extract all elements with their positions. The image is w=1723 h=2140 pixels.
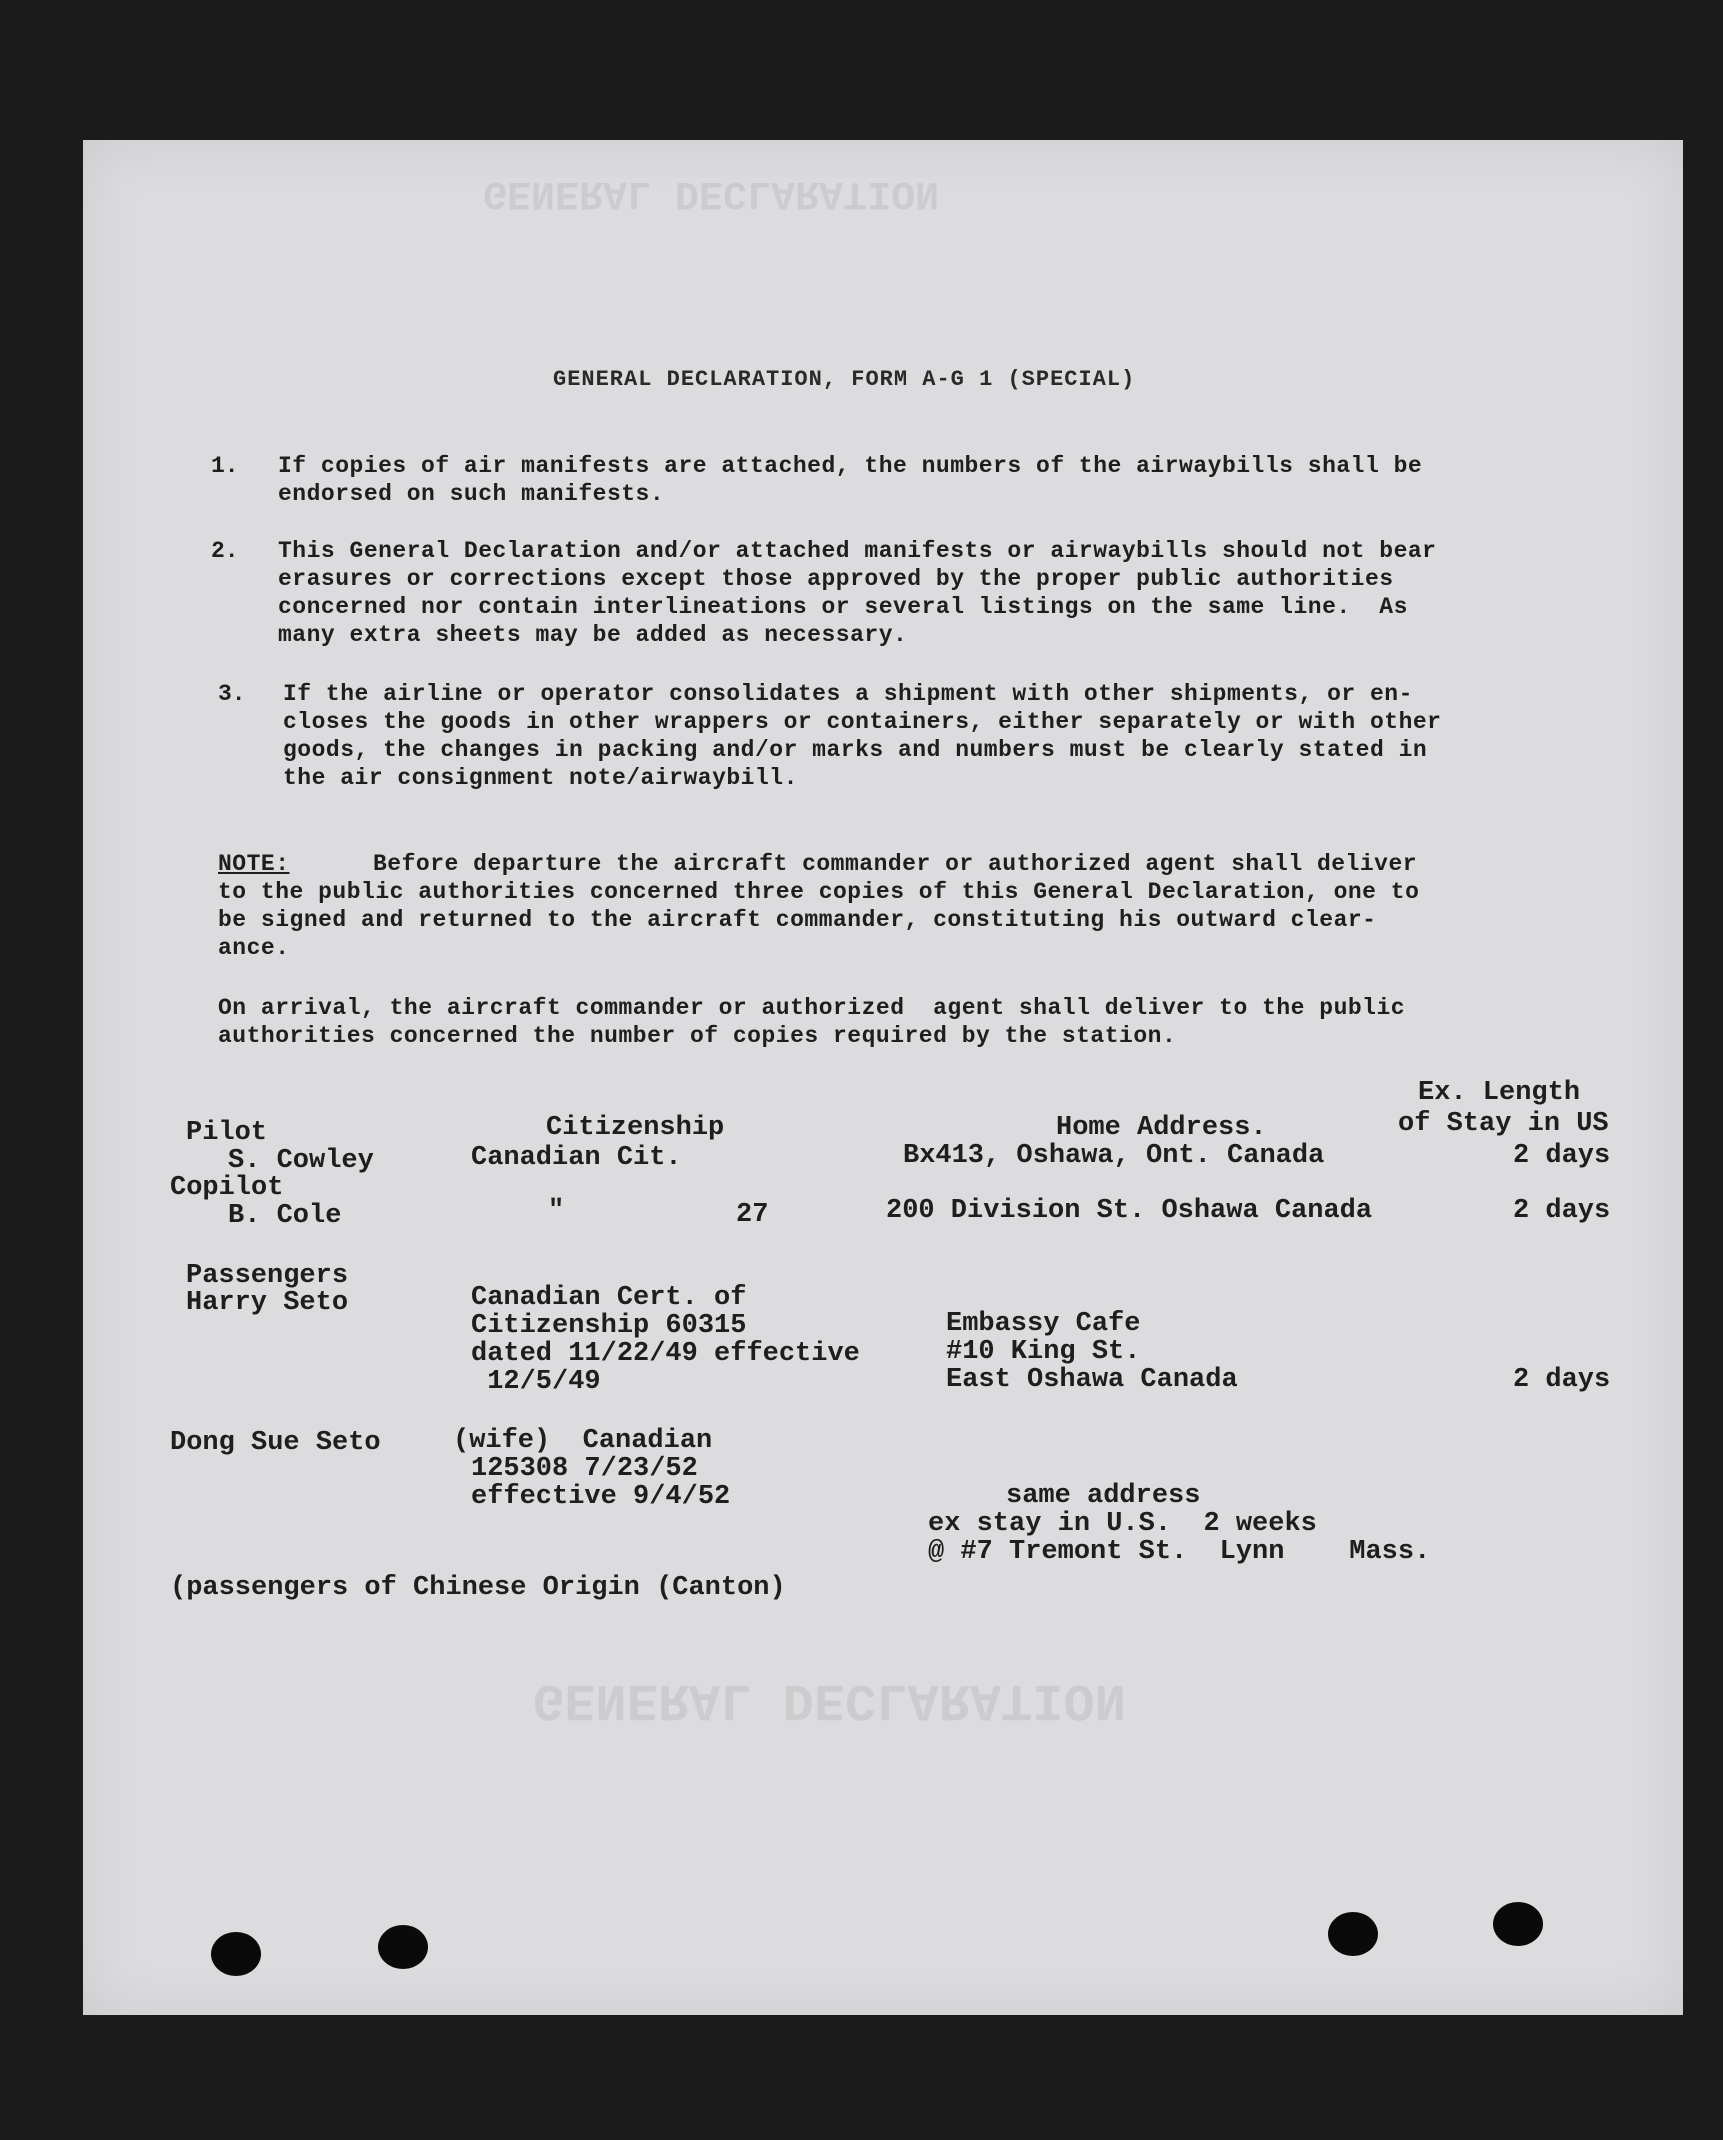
copilot-name: B. Cole bbox=[228, 1201, 342, 1231]
document-page bbox=[83, 140, 1683, 2015]
passengers-label: Passengers bbox=[186, 1261, 349, 1291]
header-pilot: Pilot bbox=[186, 1118, 268, 1148]
passenger2-citizenship: effective 9/4/52 bbox=[471, 1482, 731, 1512]
bleed-through-text-lower: GENERAL DECLARATION bbox=[533, 1670, 1126, 1729]
item-line: the air consignment note/airwaybill. bbox=[283, 765, 798, 791]
note-line: be signed and returned to the aircraft commander, constituting his outward clear- bbox=[218, 907, 1377, 933]
passenger1-address: #10 King St. bbox=[946, 1337, 1141, 1367]
note-line: Before departure the aircraft commander or authorized agent shall deliver bbox=[373, 851, 1418, 877]
copilot-address: 200 Division St. Oshawa Canada bbox=[886, 1196, 1373, 1226]
item-number: 2. bbox=[211, 538, 239, 564]
pilot-address: Bx413, Oshawa, Ont. Canada bbox=[903, 1141, 1325, 1171]
header-length-line1: Ex. Length bbox=[1418, 1078, 1581, 1108]
passenger2-address: ex stay in U.S. 2 weeks bbox=[928, 1509, 1317, 1539]
item-line: erasures or corrections except those approved by the proper public authorities bbox=[278, 566, 1394, 592]
punch-hole bbox=[1493, 1902, 1543, 1946]
header-home-address: Home Address. bbox=[1056, 1113, 1267, 1143]
passenger2-address: same address bbox=[1006, 1481, 1201, 1511]
passenger2-address: @ #7 Tremont St. Lynn Mass. bbox=[928, 1537, 1431, 1567]
item-line: closes the goods in other wrappers or containers, either separately or with other bbox=[283, 709, 1442, 735]
form-title: GENERAL DECLARATION, FORM A-G 1 (SPECIAL) bbox=[553, 367, 1136, 392]
passenger1-stay: 2 days bbox=[1513, 1365, 1611, 1395]
copilot-age: 27 bbox=[736, 1200, 769, 1230]
origin-note: (passengers of Chinese Origin (Canton) bbox=[170, 1573, 786, 1603]
pilot-stay: 2 days bbox=[1513, 1141, 1611, 1171]
passenger1-citizenship: 12/5/49 bbox=[471, 1367, 601, 1397]
pilot-citizenship: Canadian Cit. bbox=[471, 1143, 682, 1173]
passenger1-name: Harry Seto bbox=[186, 1288, 349, 1318]
item-line: concerned nor contain interlineations or several listings on the same line. As bbox=[278, 594, 1408, 620]
passenger2-citizenship: 125308 7/23/52 bbox=[471, 1454, 698, 1484]
item-line: endorsed on such manifests. bbox=[278, 481, 665, 507]
punch-hole bbox=[211, 1932, 261, 1976]
item-line: If copies of air manifests are attached, the numbers of the airwaybills shall be bbox=[278, 453, 1423, 479]
punch-hole bbox=[1328, 1912, 1378, 1956]
passenger1-citizenship: dated 11/22/49 effective bbox=[471, 1339, 860, 1369]
copilot-label: Copilot bbox=[170, 1173, 284, 1203]
copilot-stay: 2 days bbox=[1513, 1196, 1611, 1226]
passenger1-citizenship: Citizenship 60315 bbox=[471, 1311, 747, 1341]
arrival-line: authorities concerned the number of copies required by the station. bbox=[218, 1023, 1177, 1049]
arrival-line: On arrival, the aircraft commander or authorized agent shall deliver to the public bbox=[218, 995, 1406, 1021]
item-line: goods, the changes in packing and/or marks and numbers must be clearly stated in bbox=[283, 737, 1428, 763]
pilot-name: S. Cowley bbox=[228, 1146, 374, 1176]
punch-hole bbox=[378, 1925, 428, 1969]
item-line: This General Declaration and/or attached manifests or airwaybills should not bear bbox=[278, 538, 1437, 564]
passenger1-address: East Oshawa Canada bbox=[946, 1365, 1238, 1395]
bleed-through-text: GENERAL DECLARATION bbox=[483, 170, 940, 215]
passenger2-name: Dong Sue Seto bbox=[170, 1428, 381, 1458]
note-line: ance. bbox=[218, 935, 290, 961]
passenger1-address: Embassy Cafe bbox=[946, 1309, 1141, 1339]
passenger2-citizenship: (wife) Canadian bbox=[453, 1426, 713, 1456]
copilot-citizenship-ditto: " bbox=[548, 1196, 565, 1226]
item-number: 1. bbox=[211, 453, 239, 479]
header-length-line2: of Stay in US bbox=[1398, 1109, 1609, 1139]
item-line: If the airline or operator consolidates a shipment with other shipments, or en- bbox=[283, 681, 1413, 707]
item-line: many extra sheets may be added as necessary. bbox=[278, 622, 908, 648]
note-label: NOTE: bbox=[218, 851, 290, 877]
item-number: 3. bbox=[218, 681, 246, 707]
note-line: to the public authorities concerned three copies of this General Declaration, one to bbox=[218, 879, 1420, 905]
header-citizenship: Citizenship bbox=[546, 1113, 725, 1143]
passenger1-citizenship: Canadian Cert. of bbox=[471, 1283, 747, 1313]
